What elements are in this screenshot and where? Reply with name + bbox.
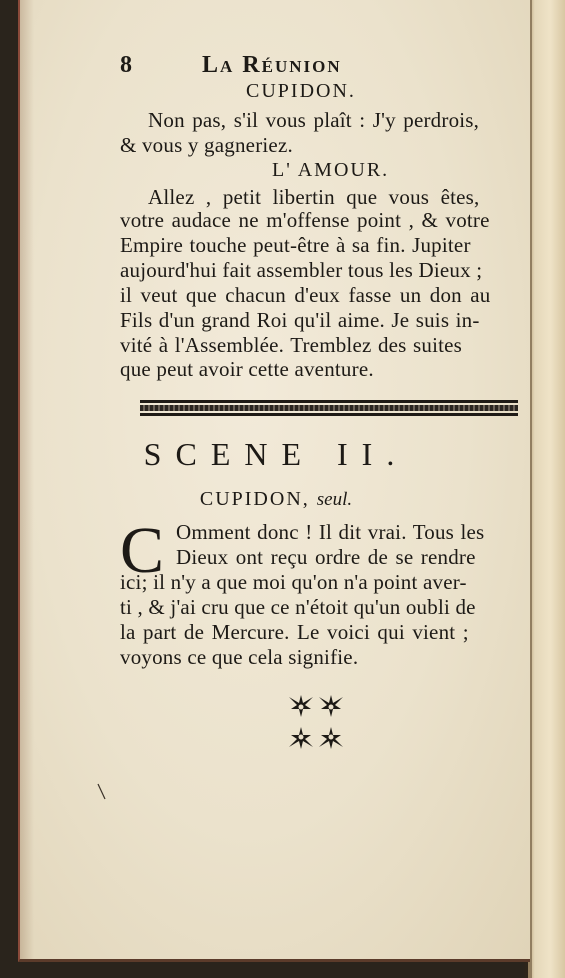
scene-speaker-name: CUPIDON, — [199, 488, 310, 510]
speaker-amour: L' AMOUR. — [272, 159, 390, 181]
scene-line: Omment donc ! Il dit vrai. Tous les — [176, 520, 485, 544]
drop-cap: C — [120, 514, 165, 587]
dialogue-line: il veut que chacun d'eux fasse un don au — [120, 283, 491, 307]
fleuron-ornament-icon — [286, 692, 346, 752]
decorative-rule — [140, 400, 518, 416]
page-edge-shade — [20, 0, 34, 959]
stray-ink-mark — [97, 783, 107, 801]
scene-line: Dieux ont reçu ordre de se rendre — [176, 545, 476, 569]
scene-line: ici; il n'y a que moi qu'on n'a point aver- — [120, 570, 467, 594]
running-title: La Réunion — [202, 52, 342, 78]
dialogue-line: que peut avoir cette aventure. — [120, 357, 374, 381]
page-number: 8 — [120, 52, 132, 78]
scene-line: la part de Mercure. Le voici qui vient ; — [120, 620, 469, 644]
book-page — [18, 0, 530, 962]
dialogue-line: Fils d'un grand Roi qu'il aime. Je suis in- — [120, 308, 480, 332]
dialogue-line: aujourd'hui fait assembler tous les Dieux ; — [120, 258, 483, 282]
dialogue-line: Allez , petit libertin que vous êtes, — [148, 185, 480, 209]
dialogue-line: Non pas, s'il vous plaît : J'y perdrois, — [148, 108, 480, 132]
scene-line: ti , & j'ai cru que ce n'étoit qu'un oubli de — [120, 595, 476, 619]
dialogue-line: Empire touche peut-être à sa fin. Jupiter — [120, 233, 471, 257]
book-page-edge — [528, 0, 565, 978]
scene-speaker — [20, 488, 532, 511]
stage-direction: seul. — [316, 489, 353, 510]
rule-pattern — [140, 405, 518, 411]
scene-title: SCENE II. — [143, 436, 409, 472]
dialogue-line: vité à l'Assemblée. Tremblez des suites — [120, 333, 463, 357]
dialogue-line: votre audace ne m'offense point , & votre — [120, 208, 490, 232]
scene-line: voyons ce que cela signifie. — [120, 645, 359, 669]
speaker-cupidon: CUPIDON. — [246, 80, 356, 102]
dialogue-line: & vous y gagneriez. — [120, 133, 293, 157]
